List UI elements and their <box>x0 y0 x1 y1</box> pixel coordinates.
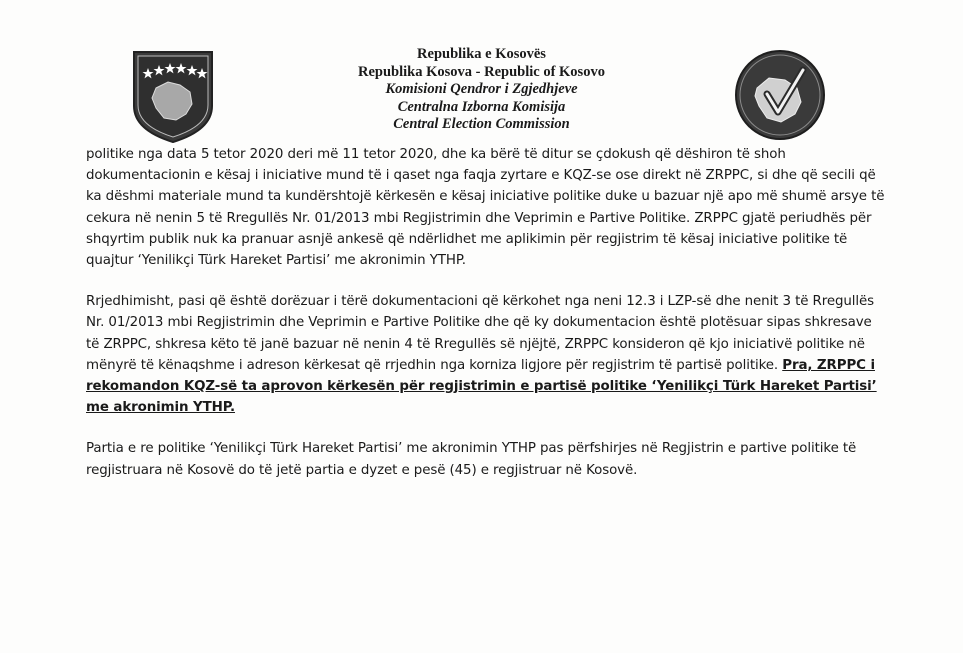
header-line-republic-multilingual: Republika Kosova - Republic of Kosovo <box>358 63 605 80</box>
header-line-commission-albanian: Komisioni Qendror i Zgjedhjeve <box>385 81 578 97</box>
paragraph-consequently <box>86 291 886 418</box>
header-line-commission-serbian: Centralna Izborna Komisija <box>397 98 566 115</box>
recommendation-text: Pra, ZRPPC i rekomandon KQZ-së ta aprovon kërkesën për regjistrimin e partisë politike ‘Yenilikçi Türk Hareket Partisi’ me akronimin YTHP. <box>86 357 877 416</box>
header-line-republic: Republika e Kosovës <box>417 46 546 62</box>
document-body <box>86 144 886 481</box>
paragraph-new-party: Partia e re politike ‘Yenilikçi Türk Hareket Partisi’ me akronimin YTHP pas përfshirjes në Regjistrin e partive politike të regjistruara në Kosovë do të jetë partia e dyzet e pesë (45) e regjistruar në Kosovë. <box>86 441 857 478</box>
header-line-commission-english: Central Election Commission <box>393 116 570 132</box>
paragraph-consequently-text: Rrjedhimisht, pasi që është dorëzuar i tërë dokumentacioni që kërkohet nga neni 12.3 i LZP-së dhe nenit 3 të Rregullës Nr. 01/2013 mbi Regjistrimin dhe Veprimin e Partive Politike dhe që ky dokumentacion është plotësuar sipas shkresave të ZRPPC, shkresa këto të janë bazuar në nenin 4 të Rregullës së njëjtë, ZRPPC konsideron që kjo iniciativë politike në mënyrë të kënaqshme i adreson kërkesat që rrjedhin nga korniza ligjore për regjistrim të partisë politike. <box>86 294 875 373</box>
paragraph-public-review: politike nga data 5 tetor 2020 deri më 11 tetor 2020, dhe ka bërë të ditur se çdokush që dëshiron të shoh dokumentacionin e kësaj i iniciative mund të i qaset nga faqja zyrtare e KQZ-se ose direkt në ZRPPC, si dhe që secili që ka dëshmi materiale mund ta kundërshtojë kërkesën e kësaj iniciative politike duke u bazuar një apo më shumë arsye të cekura në nenin 5 të Rregullës Nr. 01/2013 mbi Regjistrimin dhe Veprimin e Partive Politike. ZRPPC gjatë periudhës për shqyrtim publik nuk ka pranuar asnjë ankesë që ndërlidhet me aplikimin për regjistrim të kësaj iniciative politike të quajtur ‘Yenilikçi Türk Hareket Partisi’ me akronimin YTHP. <box>86 147 885 269</box>
cec-logo-icon <box>733 48 827 142</box>
